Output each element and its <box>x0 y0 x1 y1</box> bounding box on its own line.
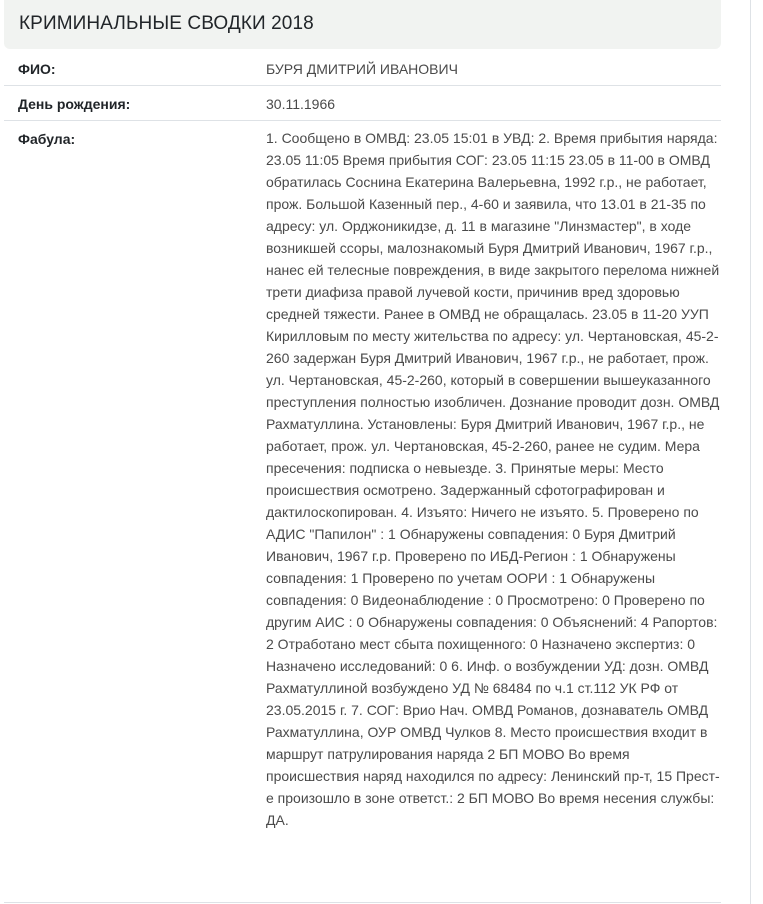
page-title: КРИМИНАЛЬНЫЕ СВОДКИ 2018 <box>19 13 314 34</box>
detail-row-birthday <box>4 86 721 121</box>
fabula-label: Фабула: <box>18 131 76 147</box>
detail-row-fio <box>4 50 721 86</box>
card-header <box>4 0 721 49</box>
birthday-value: 30.11.1966 <box>266 96 336 112</box>
fabula-text: 1. Сообщено в ОМВД: 23.05 15:01 в УВД: 2. Время прибытия наряда: 23.05 11:05 Время прибытия СОГ: 23.05 11:15 23.05 в 11-00 в ОМВД обратилась Соснина Екатерина Валерьевна, 1992 г.р., не работает, прож. Большой Казенный пер., 4-60 и заявила, что 13.01 в 21-35 по адресу: ул. Орджоникидзе, д. 11 в магазине "Линзмастер", в ходе возникшей ссоры, малознакомый Буря Дмитрий Иванович, 1967 г.р., нанес ей телесные повреждения, в виде закрытого перелома нижней трети диафиза правой лучевой кости, причинив вред здоровью средней тяжести. Ранее в ОМВД не обращалась. 23.05 в 11-20 УУП Кирилловым по месту жительства по адресу: ул. Чертановская, 45-2-260 задержан Буря Дмитрий Иванович, 1967 г.р., не работает, прож. ул. Чертановская, 45-2-260, который в совершении вышеуказанного преступления полностью изобличен. Дознание проводит дозн. ОМВД Рахматуллина. Установлены: Буря Дмитрий Иванович, 1967 г.р., не работает, прож. ул. Чертановская, 45-2-260, ранее не судим. Мера пресечения: подписка о невыезде. 3. Принятые меры: Место происшествия осмотрено. Задержанный сфотографирован и дактилоскопирован. 4. Изъято: Ничего не изъято. 5. Проверено по АДИС "Папилон" : 1 Обнаружены совпадения: 0 Буря Дмитрий Иванович, 1967 г.р. Проверено по ИБД-Регион : 1 Обнаружены совпадения: 1 Проверено по учетам ООРИ : 1 Обнаружены совпадения: 0 Видеонаблюдение : 0 Просмотрено: 0 Проверено по другим АИС : 0 Обнаружены совпадения: 0 Объяснений: 4 Рапортов: 2 Отработано мест сбыта похищенного: 0 Назначено экспертиз: 0 Назначено исследований: 0 6. Инф. о возбуждении УД: дозн. ОМВД Рахматуллиной возбуждено УД № 68484 по ч.1 ст.112 УК РФ от 23.05.2015 г. 7. СОГ: Врио Нач. ОМВД Романов, дознаватель ОМВД Рахматуллина, ОУР ОМВД Чулков 8. Место происшествия входит в маршрут патрулирования наряда 2 БП МОВО Во время происшествия наряд находился по адресу: Ленинский пр-т, 15 Прест-е произошло в зоне ответст.: 2 БП МОВО Во время несения службы: ДА. <box>266 130 720 828</box>
fio-value: БУРЯ ДМИТРИЙ ИВАНОВИЧ <box>266 61 458 77</box>
right-divider <box>750 0 751 904</box>
detail-row-fabula <box>4 121 721 903</box>
birthday-label: День рождения: <box>18 96 131 112</box>
fio-label: ФИО: <box>18 61 56 77</box>
